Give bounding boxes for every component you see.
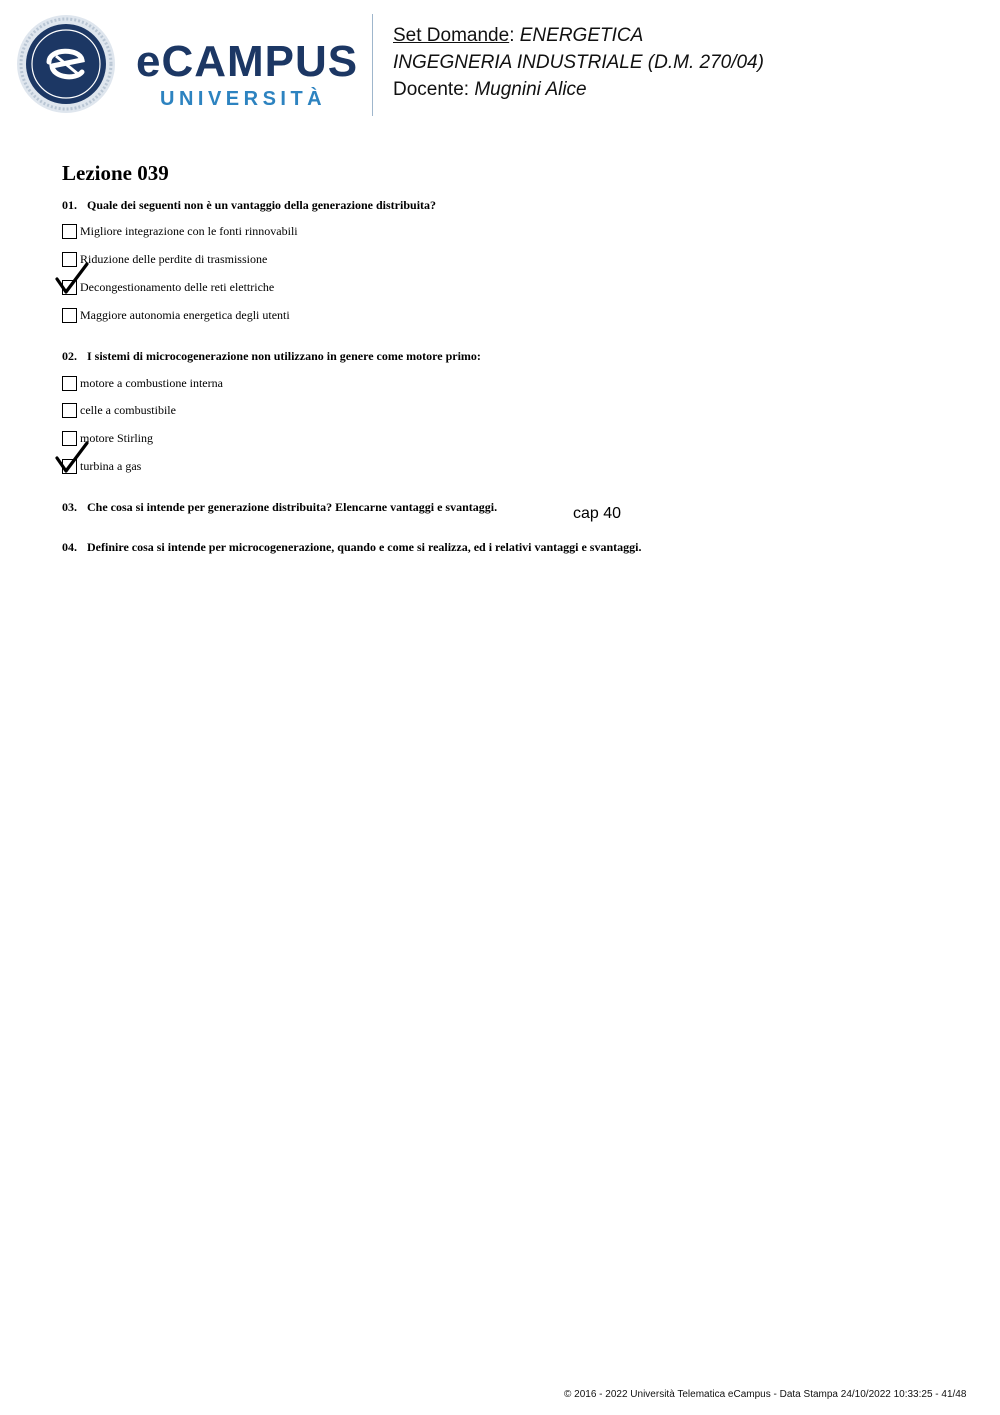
set-value: ENERGETICA xyxy=(519,25,644,46)
option-label: celle a combustibile xyxy=(80,403,176,417)
handwritten-note: cap 40 xyxy=(573,505,622,522)
teacher-name: Mugnini Alice xyxy=(474,79,587,100)
question-text: Che cosa si intende per generazione distribuita? Elencarne vantaggi e svantaggi. xyxy=(87,500,498,514)
checkbox[interactable] xyxy=(62,308,77,323)
question-number: 02. xyxy=(62,349,77,363)
option-label: Decongestionamento delle reti elettriche xyxy=(80,280,275,294)
question-number: 01. xyxy=(62,198,77,212)
set-line: Set Domande: ENERGETICA xyxy=(393,25,644,46)
question-text: Quale dei seguenti non è un vantaggio della generazione distribuita? xyxy=(87,198,437,212)
option-label: turbina a gas xyxy=(80,459,142,473)
course-line xyxy=(393,49,764,76)
brand-subtitle: UNIVERSITÀ xyxy=(160,88,327,110)
ecampus-logo xyxy=(16,14,359,118)
option-label: motore a combustione interna xyxy=(80,376,223,390)
question-text: Definire cosa si intende per microcogenerazione, quando e come si realizza, ed i relativi vantaggi e svantaggi. xyxy=(87,540,642,554)
question-text: I sistemi di microcogenerazione non utilizzano in genere come motore primo: xyxy=(87,349,481,363)
question-04 xyxy=(62,540,641,555)
question-03 xyxy=(62,500,497,515)
header-info xyxy=(393,22,764,103)
header-divider xyxy=(372,14,373,116)
question-number: 03. xyxy=(62,500,77,514)
checkbox[interactable] xyxy=(62,376,77,391)
option-label: Riduzione delle perdite di trasmissione xyxy=(80,252,268,266)
teacher-line xyxy=(393,76,764,103)
teacher-label: Docente: xyxy=(393,79,470,100)
course-name: INGEGNERIA INDUSTRIALE (D.M. 270/04) xyxy=(393,52,764,73)
option-label: motore Stirling xyxy=(80,431,153,445)
set-label: Set Domande xyxy=(393,25,510,46)
question-02 xyxy=(62,349,481,364)
question-number: 04. xyxy=(62,540,77,554)
ecampus-seal-icon xyxy=(16,14,116,114)
option-label: Maggiore autonomia energetica degli utenti xyxy=(80,308,290,322)
lesson-title: Lezione 039 xyxy=(62,161,169,185)
checkbox[interactable] xyxy=(62,403,77,418)
page-footer: © 2016 - 2022 Università Telematica eCampus - Data Stampa 24/10/2022 10:33:25 - 41/48 xyxy=(564,1389,967,1400)
brand-name: eCAMPUS xyxy=(136,37,359,86)
question-01 xyxy=(62,198,436,213)
checkbox[interactable] xyxy=(62,224,77,239)
option-label: Migliore integrazione con le fonti rinnovabili xyxy=(80,224,298,238)
